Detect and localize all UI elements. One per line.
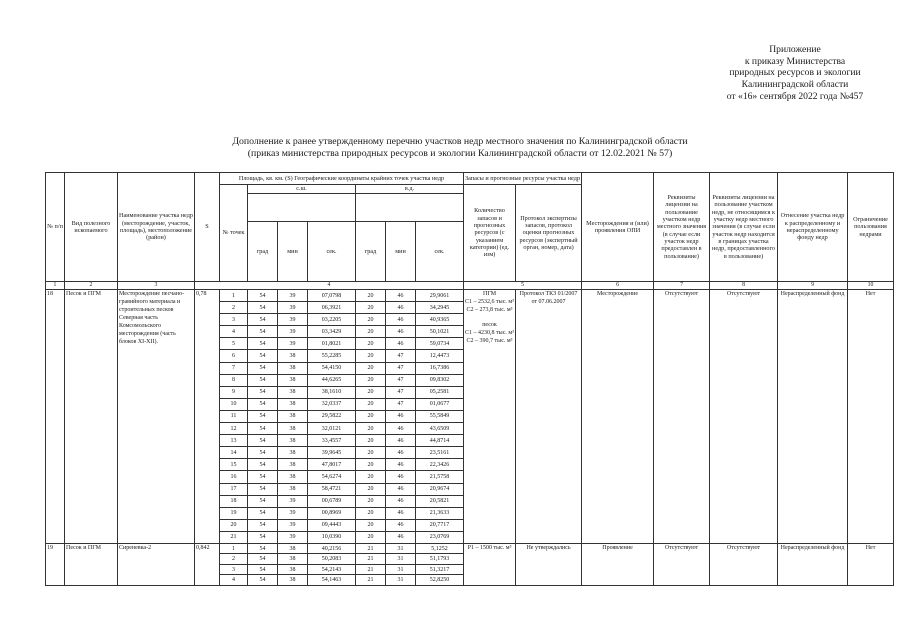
header-name: Наименование участка недр (месторождение, участок, площадь), местоположение (район) (118, 173, 195, 282)
col-number: 6 (582, 282, 654, 290)
east-min: 47 (386, 350, 416, 362)
north-deg: 54 (248, 575, 278, 586)
north-deg: 54 (248, 386, 278, 398)
plots-table (45, 172, 894, 586)
east-min: 46 (386, 471, 416, 483)
east-sec: 52,8250 (416, 575, 464, 586)
col-number: 1 (46, 282, 65, 290)
east-sec: 23,0769 (416, 531, 464, 543)
north-sec: 07,0798 (308, 290, 356, 302)
quantity-line: песок (482, 322, 497, 328)
quantity-line: C1 – 2532,6 тыс. м³ (465, 299, 514, 305)
header-deposit: Месторождения и (или) проявления ОПИ (582, 173, 654, 282)
entry-num: 19 (46, 543, 65, 585)
north-min: 39 (278, 290, 308, 302)
point-number: 15 (220, 459, 248, 471)
east-sec: 05,2581 (416, 386, 464, 398)
north-deg: 54 (248, 531, 278, 543)
north-min: 39 (278, 338, 308, 350)
north-deg: 54 (248, 374, 278, 386)
point-number: 4 (220, 575, 248, 586)
north-sec: 06,3921 (308, 302, 356, 314)
col-number: 2 (65, 282, 118, 290)
east-min: 46 (386, 302, 416, 314)
east-sec: 16,7386 (416, 362, 464, 374)
east-deg: 21 (356, 543, 386, 554)
east-deg: 20 (356, 290, 386, 302)
point-number: 19 (220, 507, 248, 519)
entry-num: 18 (46, 290, 65, 544)
appendix-line: природных ресурсов и экологии (729, 67, 861, 79)
point-number: 1 (220, 290, 248, 302)
point-number: 10 (220, 398, 248, 410)
col-number: 9 (778, 282, 848, 290)
east-sec: 09,8302 (416, 374, 464, 386)
north-sec: 10,0390 (308, 531, 356, 543)
point-number: 2 (220, 554, 248, 565)
header-license-other: Реквизиты лицензии на пользование участком недр, не относящимся к участку недр местного значения (в случае если участок недр находится в границах участка недр, предоставленного в пользование) (710, 173, 778, 282)
point-number: 5 (220, 338, 248, 350)
entry-quantity (464, 290, 516, 544)
north-deg: 54 (248, 362, 278, 374)
north-deg: 54 (248, 326, 278, 338)
east-min: 46 (386, 435, 416, 447)
north-sec: 55,2285 (308, 350, 356, 362)
point-number: 2 (220, 302, 248, 314)
north-deg: 54 (248, 554, 278, 565)
north-deg: 54 (248, 459, 278, 471)
north-sec: 50,2083 (308, 554, 356, 565)
entry-license-other: Отсутствуют (710, 543, 778, 585)
east-deg: 20 (356, 531, 386, 543)
col-number: 5 (464, 282, 582, 290)
point-number: 6 (220, 350, 248, 362)
east-min: 31 (386, 543, 416, 554)
north-sec: 54,1463 (308, 575, 356, 586)
east-sec: 20,9674 (416, 483, 464, 495)
north-deg: 54 (248, 447, 278, 459)
point-number: 1 (220, 543, 248, 554)
point-number: 14 (220, 447, 248, 459)
north-min: 39 (278, 302, 308, 314)
col-number: 3 (118, 282, 195, 290)
east-deg: 20 (356, 386, 386, 398)
entry-name: Сиреневка-2 (118, 543, 195, 585)
north-min: 38 (278, 435, 308, 447)
east-sec: 51,3217 (416, 564, 464, 575)
table-row (46, 290, 894, 302)
point-number: 21 (220, 531, 248, 543)
entry-name: Месторождение песчано-гравийного материала и строительных песков Северная часть Комсомольского месторождения (часть блоков XI-XII). (118, 290, 195, 544)
east-deg: 20 (356, 519, 386, 531)
title-line-1: Дополнение к ранее утвержденному перечню участков недр местного значения по Калининградской области (232, 136, 688, 147)
east-min: 46 (386, 314, 416, 326)
north-sec: 38,1610 (308, 386, 356, 398)
north-deg: 54 (248, 302, 278, 314)
north-sec: 47,8017 (308, 459, 356, 471)
header-blank (248, 194, 356, 222)
north-deg: 54 (248, 471, 278, 483)
north-min: 38 (278, 386, 308, 398)
entry-restrict: Нет (848, 290, 894, 544)
east-min: 47 (386, 398, 416, 410)
header-sec: сек. (308, 222, 356, 282)
quantity-line: C2 – 390,7 тыс. м³ (466, 338, 513, 344)
entry-license-other: Отсутствуют (710, 290, 778, 544)
entry-deposit: Проявление (582, 543, 654, 585)
north-sec: 54,2143 (308, 564, 356, 575)
east-min: 46 (386, 495, 416, 507)
appendix-line: к приказу Министерства (744, 55, 846, 67)
east-min: 31 (386, 575, 416, 586)
header-area-coords: Площадь, кв. км. (S) Географические координаты крайних точек участка недр (220, 173, 464, 185)
north-min: 38 (278, 459, 308, 471)
north-sec: 33,4557 (308, 435, 356, 447)
north-sec: 01,8021 (308, 338, 356, 350)
north-deg: 54 (248, 435, 278, 447)
north-deg: 54 (248, 398, 278, 410)
east-deg: 20 (356, 314, 386, 326)
header-sec: сек. (416, 222, 464, 282)
entry-quantity (464, 543, 516, 585)
east-min: 46 (386, 290, 416, 302)
north-sec: 44,6265 (308, 374, 356, 386)
entry-protocol: Протокол ТКЗ 01/2007 от 07.06.2007 (516, 290, 582, 544)
north-min: 38 (278, 564, 308, 575)
east-sec: 20,5821 (416, 495, 464, 507)
east-min: 46 (386, 423, 416, 435)
title-line-2: (приказ министерства природных ресурсов и экологии Калининградской области от 12.02.2021 № 57) (247, 148, 673, 159)
north-deg: 54 (248, 350, 278, 362)
north-min: 38 (278, 374, 308, 386)
east-min: 47 (386, 386, 416, 398)
north-sec: 54,6274 (308, 471, 356, 483)
header-north: с.ш. (248, 185, 356, 194)
north-deg: 54 (248, 543, 278, 554)
north-deg: 54 (248, 483, 278, 495)
north-sec: 03,2205 (308, 314, 356, 326)
entry-fund: Нераспределенный фонд (778, 543, 848, 585)
east-deg: 21 (356, 575, 386, 586)
north-sec: 39,9645 (308, 447, 356, 459)
entry-deposit: Месторождение (582, 290, 654, 544)
north-sec: 00,8969 (308, 507, 356, 519)
north-deg: 54 (248, 290, 278, 302)
east-sec: 5,1252 (416, 543, 464, 554)
north-deg: 54 (248, 495, 278, 507)
north-min: 39 (278, 507, 308, 519)
east-deg: 20 (356, 338, 386, 350)
east-min: 31 (386, 564, 416, 575)
east-sec: 01,0677 (416, 398, 464, 410)
point-number: 3 (220, 564, 248, 575)
header-num: № п/п (46, 173, 65, 282)
north-deg: 54 (248, 410, 278, 422)
north-sec: 29,5822 (308, 410, 356, 422)
east-deg: 20 (356, 398, 386, 410)
col-number: 7 (654, 282, 710, 290)
header-kind: Вид полезного ископаемого (65, 173, 118, 282)
east-min: 46 (386, 507, 416, 519)
header-reserves: Запасы и прогнозные ресурсы участка недр (464, 173, 582, 185)
north-min: 39 (278, 519, 308, 531)
east-deg: 20 (356, 459, 386, 471)
header-blank (356, 194, 464, 222)
header-license-use: Реквизиты лицензии на пользование участком недр местного значения (в случае если участок недр предоставлен в пользование) (654, 173, 710, 282)
north-min: 38 (278, 471, 308, 483)
header-deg: град (356, 222, 386, 282)
east-deg: 20 (356, 350, 386, 362)
point-number: 12 (220, 423, 248, 435)
north-min: 38 (278, 398, 308, 410)
point-number: 3 (220, 314, 248, 326)
north-min: 38 (278, 350, 308, 362)
header-point: № точек (220, 185, 248, 282)
north-deg: 54 (248, 314, 278, 326)
east-deg: 20 (356, 423, 386, 435)
header-fund: Отнесение участка недр к распределенному и нераспределенному фонду недр (778, 173, 848, 282)
table-row (46, 543, 894, 554)
col-number: 8 (710, 282, 778, 290)
entry-protocol: Не утверждались (516, 543, 582, 585)
entry-license-use: Отсутствуют (654, 543, 710, 585)
east-deg: 20 (356, 410, 386, 422)
north-sec: 09,4443 (308, 519, 356, 531)
north-deg: 54 (248, 507, 278, 519)
east-min: 47 (386, 374, 416, 386)
point-number: 7 (220, 362, 248, 374)
east-sec: 29,9061 (416, 290, 464, 302)
east-sec: 23,5161 (416, 447, 464, 459)
north-min: 39 (278, 314, 308, 326)
north-deg: 54 (248, 338, 278, 350)
north-deg: 54 (248, 519, 278, 531)
point-number: 13 (220, 435, 248, 447)
east-deg: 20 (356, 507, 386, 519)
east-deg: 20 (356, 495, 386, 507)
appendix-line: Калининградской области (741, 79, 849, 91)
east-sec: 50,1021 (416, 326, 464, 338)
appendix-block (690, 44, 900, 103)
north-min: 39 (278, 495, 308, 507)
east-deg: 20 (356, 483, 386, 495)
north-sec: 58,4721 (308, 483, 356, 495)
east-deg: 21 (356, 554, 386, 565)
east-deg: 20 (356, 302, 386, 314)
north-min: 39 (278, 531, 308, 543)
point-number: 8 (220, 374, 248, 386)
point-number: 11 (220, 410, 248, 422)
appendix-line: от «16» сентября 2022 года №457 (726, 90, 864, 102)
header-min: мин (278, 222, 308, 282)
entry-area: 0,78 (195, 290, 220, 544)
point-number: 17 (220, 483, 248, 495)
east-min: 46 (386, 519, 416, 531)
north-sec: 32,0337 (308, 398, 356, 410)
quantity-line: ПГМ (482, 291, 497, 297)
col-number: 4 (195, 282, 464, 290)
north-sec: 54,4150 (308, 362, 356, 374)
col-number: 10 (848, 282, 894, 290)
east-deg: 21 (356, 564, 386, 575)
entry-area: 0,842 (195, 543, 220, 585)
point-number: 18 (220, 495, 248, 507)
north-min: 38 (278, 362, 308, 374)
east-min: 46 (386, 459, 416, 471)
header-area: S (195, 173, 220, 282)
header-min: мин (386, 222, 416, 282)
north-min: 39 (278, 326, 308, 338)
east-min: 47 (386, 362, 416, 374)
header-quantity: Количество запасов и прогнозных ресурсов (с указанием категории) (ед. изм) (464, 185, 516, 282)
header-east: в.д. (356, 185, 464, 194)
quantity-line: C2 – 273,8 тыс. м³ (466, 307, 513, 313)
entry-kind: Песок и ПГМ (65, 543, 118, 585)
header-protocol: Протокол экспертизы запасов, протокол оценки прогнозных ресурсов (экспертный орган, номер, дата) (516, 185, 582, 282)
east-min: 46 (386, 410, 416, 422)
east-deg: 20 (356, 447, 386, 459)
east-sec: 44,8714 (416, 435, 464, 447)
east-deg: 20 (356, 374, 386, 386)
north-sec: 00,6789 (308, 495, 356, 507)
east-min: 46 (386, 531, 416, 543)
north-sec: 32,0121 (308, 423, 356, 435)
east-sec: 21,3633 (416, 507, 464, 519)
point-number: 4 (220, 326, 248, 338)
east-min: 46 (386, 483, 416, 495)
east-min: 46 (386, 326, 416, 338)
north-min: 38 (278, 543, 308, 554)
east-sec: 20,7717 (416, 519, 464, 531)
east-sec: 43,6509 (416, 423, 464, 435)
entry-kind: Песок и ПГМ (65, 290, 118, 544)
point-number: 16 (220, 471, 248, 483)
quantity-line: P1 – 1500 тыс. м³ (467, 544, 512, 551)
east-min: 31 (386, 554, 416, 565)
east-deg: 20 (356, 362, 386, 374)
east-sec: 51,1793 (416, 554, 464, 565)
header-deg: град (248, 222, 278, 282)
east-sec: 59,0734 (416, 338, 464, 350)
east-min: 46 (386, 338, 416, 350)
north-sec: 03,3429 (308, 326, 356, 338)
entry-fund: Нераспределенный фонд (778, 290, 848, 544)
north-sec: 40,2156 (308, 543, 356, 554)
entry-license-use: Отсутствуют (654, 290, 710, 544)
north-min: 38 (278, 554, 308, 565)
north-min: 38 (278, 447, 308, 459)
header-restrict: Ограничение пользования недрами (848, 173, 894, 282)
entry-restrict: Нет (848, 543, 894, 585)
appendix-line: Приложение (769, 44, 821, 55)
quantity-line (465, 314, 514, 321)
east-sec: 22,3426 (416, 459, 464, 471)
point-number: 20 (220, 519, 248, 531)
east-sec: 21,5758 (416, 471, 464, 483)
east-min: 46 (386, 447, 416, 459)
east-deg: 20 (356, 435, 386, 447)
north-min: 38 (278, 410, 308, 422)
quantity-line: C1 – 4230,8 тыс. м³ (465, 330, 514, 336)
north-min: 38 (278, 575, 308, 586)
north-deg: 54 (248, 564, 278, 575)
east-deg: 20 (356, 326, 386, 338)
east-sec: 55,5849 (416, 410, 464, 422)
point-number: 9 (220, 386, 248, 398)
north-min: 38 (278, 423, 308, 435)
east-sec: 34,2945 (416, 302, 464, 314)
north-min: 38 (278, 483, 308, 495)
east-deg: 20 (356, 471, 386, 483)
east-sec: 40,9365 (416, 314, 464, 326)
east-sec: 12,4473 (416, 350, 464, 362)
document-title (150, 136, 770, 160)
north-deg: 54 (248, 423, 278, 435)
